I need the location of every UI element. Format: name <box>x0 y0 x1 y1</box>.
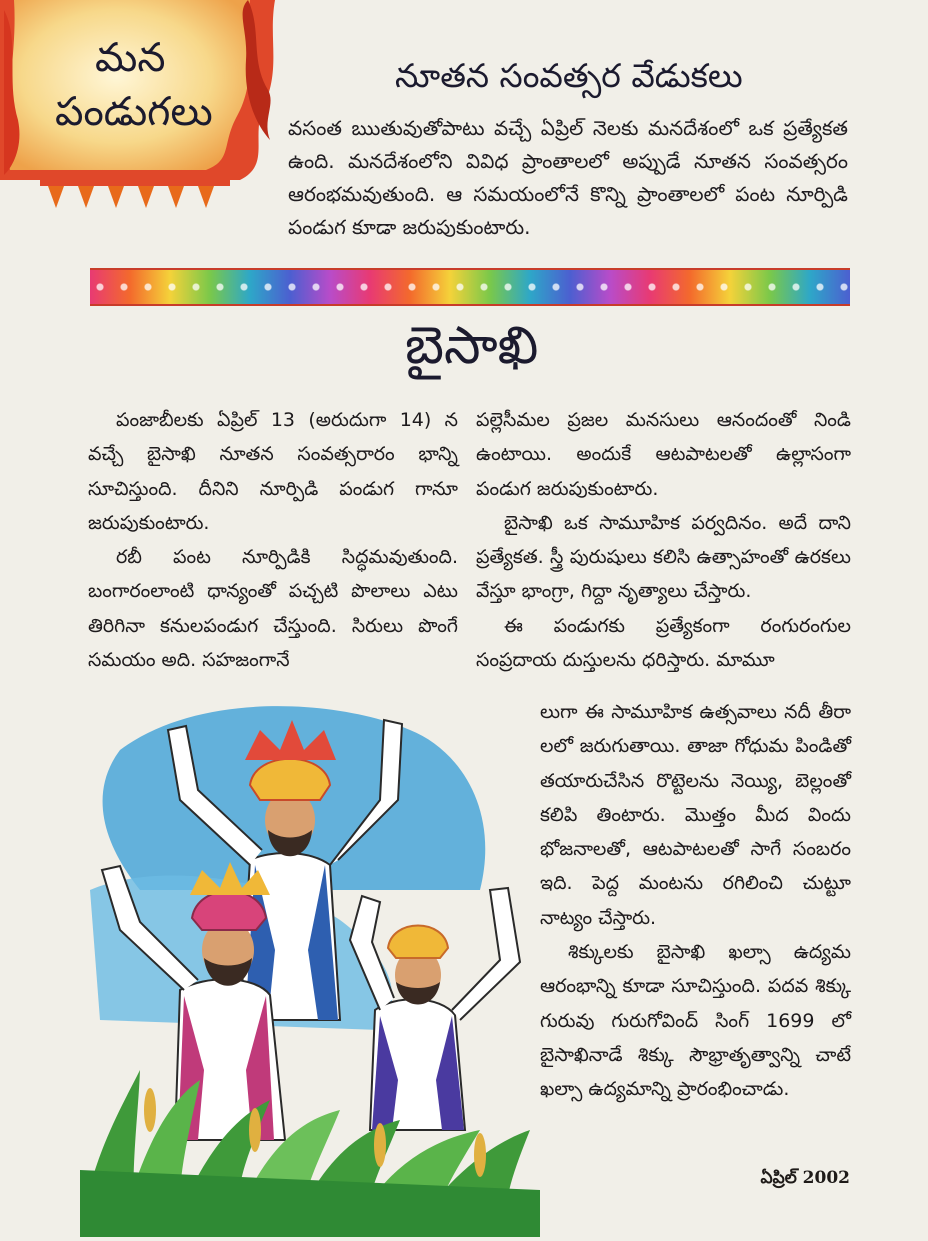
dancer-figure <box>350 888 520 1130</box>
paragraph: పల్లెసీమల ప్రజల మనసులు ఆనందంతో నిండి ఉంటాయి. అందుకే ఆటపాటలతో ఉల్లాసంగా పండుగ జరుపుకుంటారు. <box>476 409 851 500</box>
series-title-line-1: మన <box>95 35 166 81</box>
paragraph: పంజాబీలకు ఏప్రిల్ 13 (అరుదుగా 14) న వచ్చే బైసాఖి నూతన సంవత్సరారం భాన్ని సూచిస్తుంది. దీనిని నూర్పిడి పండుగ గానూ జరుపుకుంటారు. <box>88 409 458 534</box>
series-title-line-2: పండుగలు <box>55 89 213 135</box>
article-title: బైసాఖి <box>405 316 539 376</box>
wheat-field-shape <box>80 1070 540 1237</box>
paragraph: శిక్కులకు బైసాఖి ఖల్సా ఉద్యమ ఆరంభాన్ని కూడా సూచిస్తుంది. పదవ శిక్కు గురువు గురుగోవింద్ సింగ్ 1699 లో బైసాఖినాడే శిక్కు సౌభ్రాతృత్వాన్ని చాటే ఖల్సా ఉద్యమాన్ని ప్రారంభించాడు. <box>540 941 851 1101</box>
issue-date: ఏప్రిల్ 2002 <box>760 1168 850 1188</box>
left-column <box>88 403 458 677</box>
festival-series-badge <box>0 0 290 225</box>
paragraph: లుగా ఈ సామూహిక ఉత్సవాలు నదీ తీరా లలో జరుగుతాయి. తాజా గోధుమ పిండితో తయారుచేసిన రొట్టెలను నెయ్యి, బెల్లంతో కలిపి తింటారు. మొత్తం మీద విందు భోజనాలతో, ఆటపాటలతో సాగే సంబరం ఇది. పెద్ద మంటను రగిలించి చుట్టూ నాట్యం చేస్తారు. <box>540 701 851 929</box>
right-column-top <box>476 403 851 677</box>
paragraph: రబీ పంట నూర్పిడికి సిద్ధమవుతుంది. బంగారంలాంటి ధాన్యంతో పచ్చటి పొలాలు ఎటు తిరిగినా కనులపండుగ చేస్తుంది. సిరులు పొంగే సమయం అది. సహజంగానే <box>88 546 458 672</box>
section-title: నూతన సంవత్సర వేడుకలు <box>395 56 743 95</box>
paragraph: ఈ పండుగకు ప్రత్యేకంగా రంగురంగుల సంప్రదాయ దుస్తులను ధరిస్తారు. మామూ <box>476 614 851 672</box>
intro-paragraph: వసంత ఋతువుతోపాటు వచ్చే ఏప్రిల్ నెలకు మనదేశంలో ఒక ప్రత్యేకత ఉంది. మనదేశంలోని వివిధ ప్రాంతాలలో అప్పుడే నూతన సంవత్సరం ఆరంభమవుతుంది. ఆ సమయంలోనే కొన్ని ప్రాంతాలలో పంట నూర్పిడి పండుగ కూడా జరుపుకుంటారు. <box>288 116 848 239</box>
right-column-bottom <box>540 695 851 1107</box>
paragraph: బైసాఖి ఒక సామూహిక పర్వదినం. అదే దాని ప్రత్యేకత. స్త్రీ పురుషులు కలిసి ఉత్సాహంతో ఉరకలు వేస్తూ భాంగ్రా, గిద్దా నృత్యాలు చేస్తారు. <box>476 511 851 603</box>
decorative-border-strip <box>90 268 850 306</box>
bhangra-dancers-illustration <box>80 690 540 1237</box>
